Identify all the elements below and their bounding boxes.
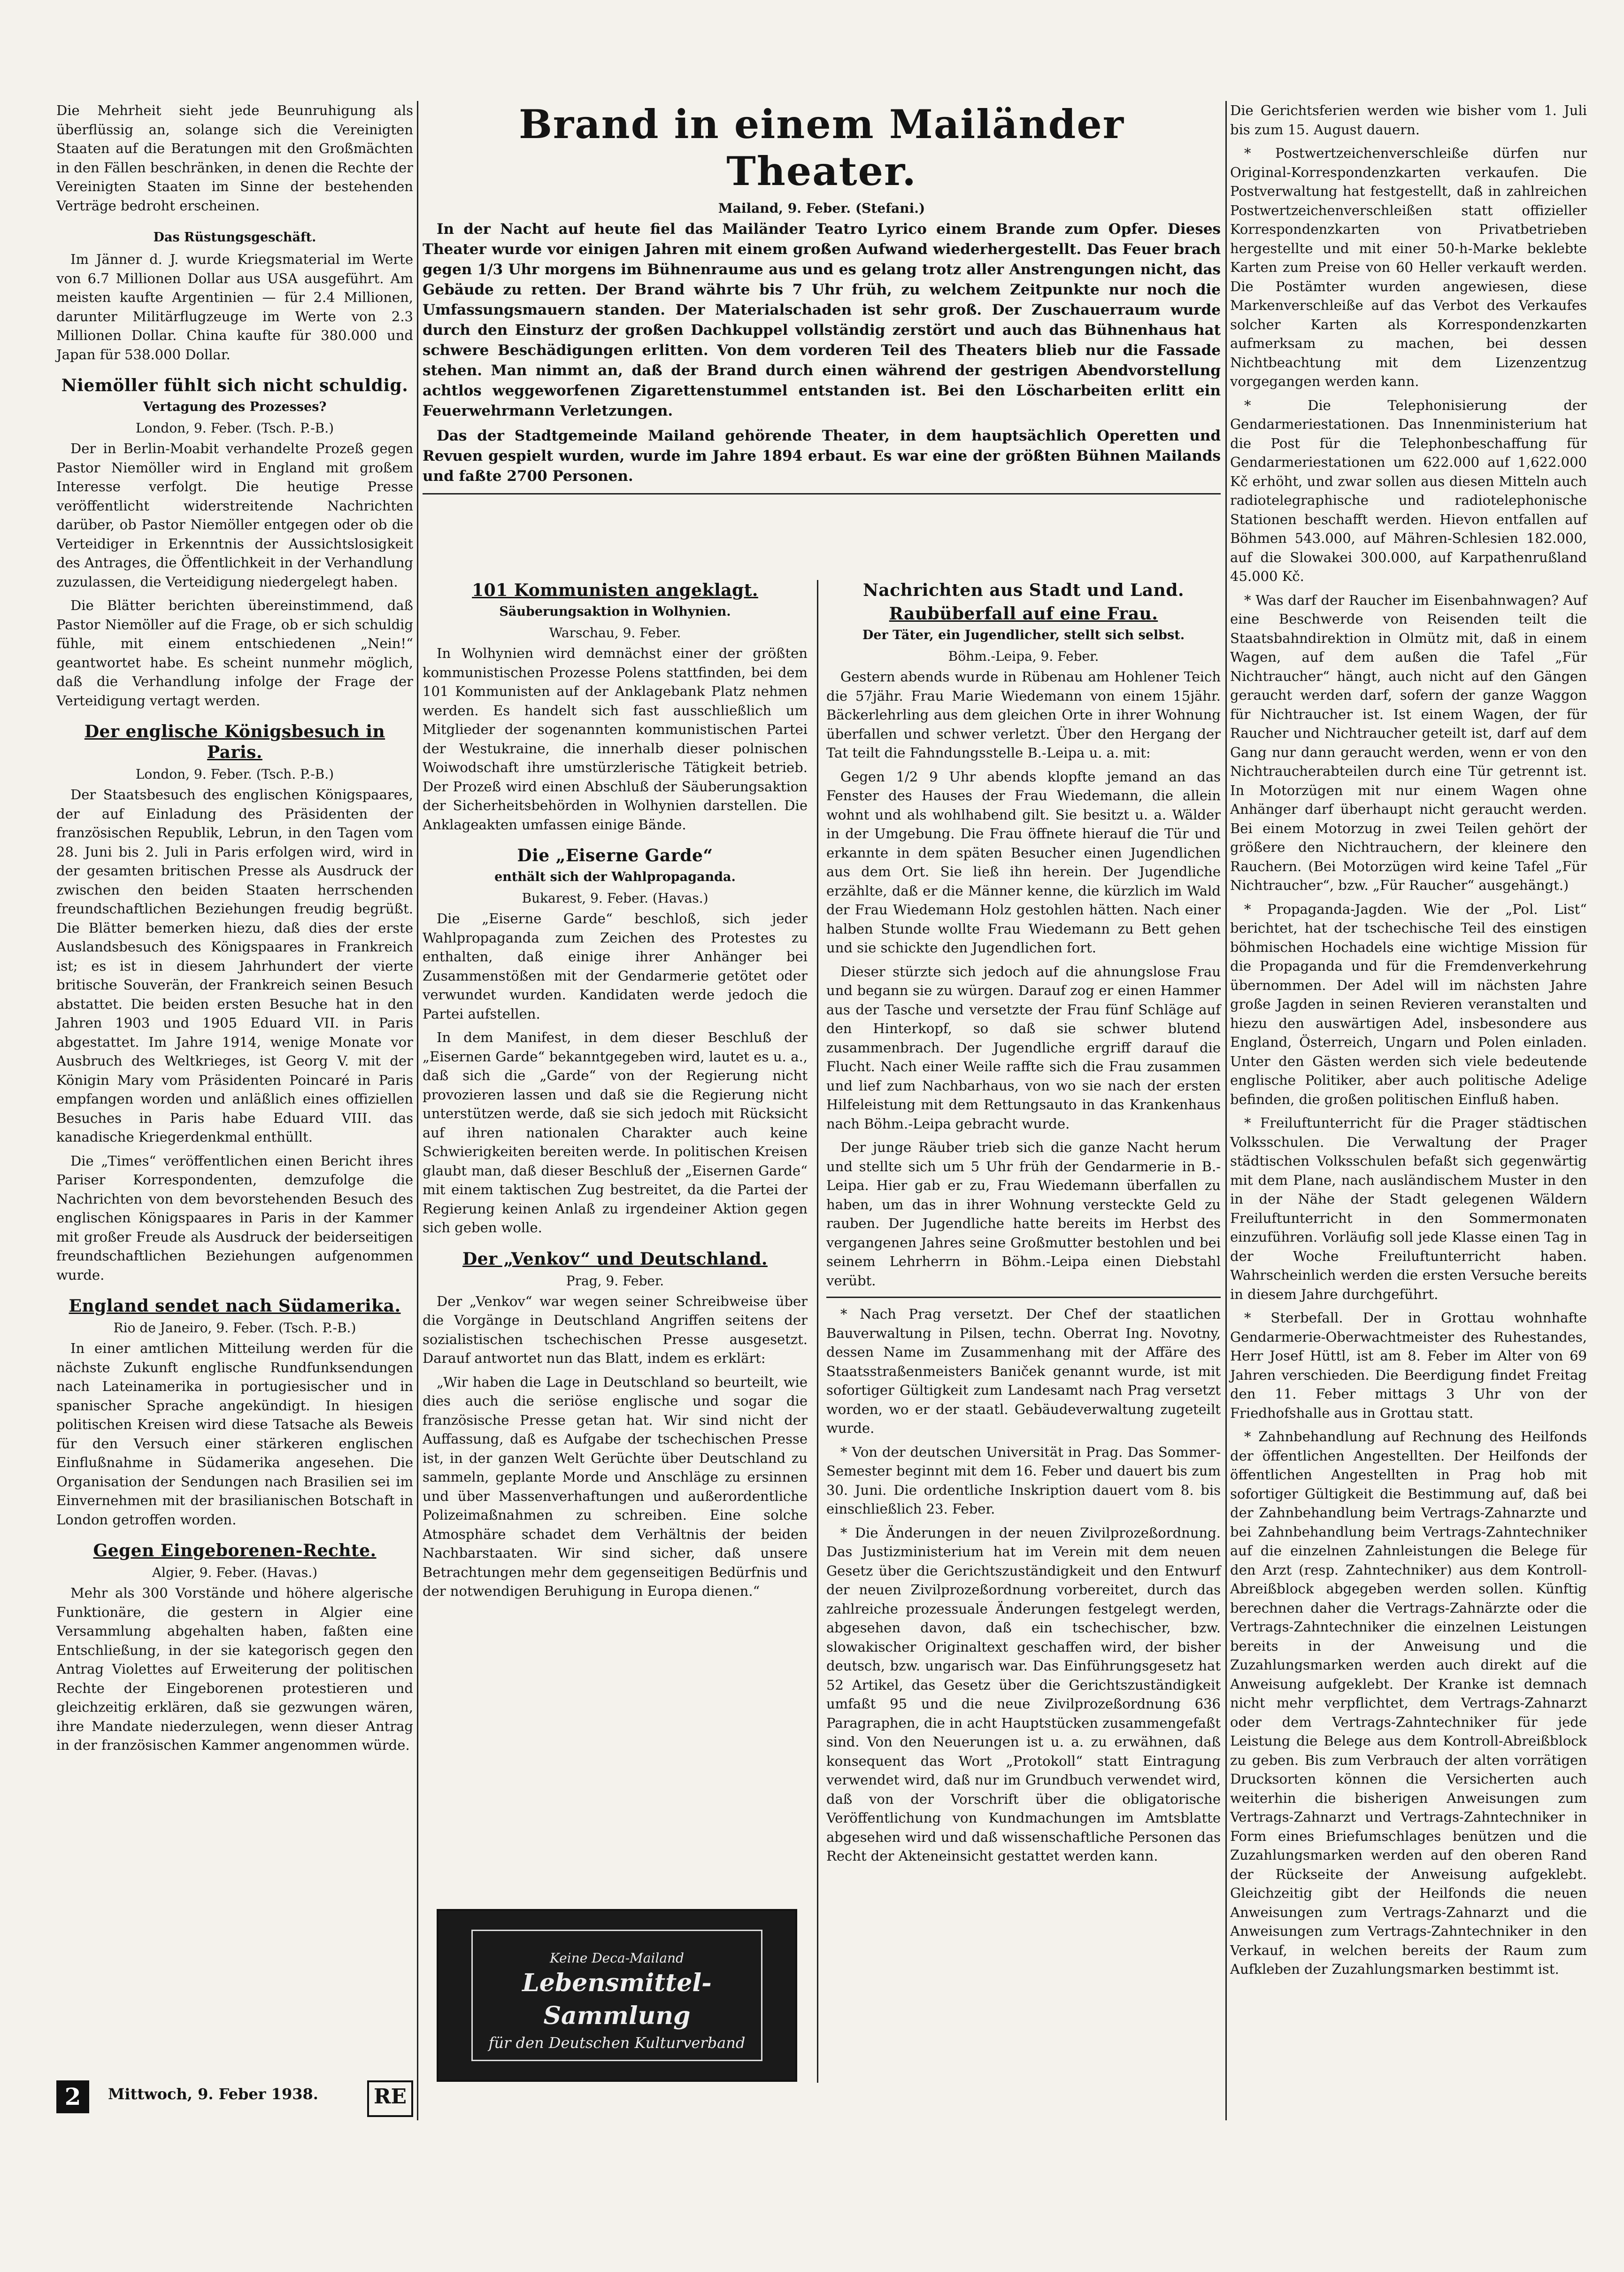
- subcolumn-divider: [817, 580, 818, 2083]
- article-text: Die „Times“ veröffentlichen einen Bericht ihres Pariser Korrespondenten, demzufolge die Nachrichten von dem bevorstehenden Besuch des englischen Königspaares in Paris in der Kammer mit großer Freude als Ausdruck der beiderseitigen freundschaftlichen Beziehungen aufgenommen wurde.: [56, 1152, 413, 1283]
- article-subheading: enthält sich der Wahlpropaganda.: [494, 870, 736, 884]
- article-heading: Raubüberfall auf eine Frau.: [889, 604, 1158, 624]
- column-divider: [1225, 101, 1227, 2120]
- column-center: [423, 101, 1221, 2052]
- article-text: Der junge Räuber trieb sich die ganze Nacht herum und stellte sich um 5 Uhr früh der Gendarmerie in B.-Leipa. Hier gab er zu, Frau Wiedemann überfallen zu haben, um das in ihrer Wohnung versteckte Geld zu rauben. Der Jugendliche hatte bereits im Herbst des vergangenen Jahres seine Großmutter bestohlen und bei seinem Lehrherrn in Böhm.-Leipa einen Diebstahl verübt.: [826, 1139, 1221, 1289]
- article-text: Im Jänner d. J. wurde Kriegsmaterial im Werte von 6.7 Millionen Dollar aus USA ausgeführt. Am meisten kaufte Argentinien — für 2.4 Millionen, darunter Militärflugzeuge im Werte von 2.3 Millionen Dollar. China kaufte für 380.000 und Japan für 538.000 Dollar.: [56, 251, 413, 363]
- dateline: Böhm.-Leipa, 9. Feber.: [948, 649, 1099, 664]
- dateline: Rio de Janeiro, 9. Feber. (Tsch. P.-B.): [113, 1320, 356, 1336]
- article-text: Die Blätter berichten übereinstimmend, daß Pastor Niemöller auf die Frage, ob er sich schuldig fühle, mit einem entschiedenen „Nein!“ geantwortet habe. Es scheint nunmehr möglich, daß die Verhandlung infolge der Frage der Verteidigung vertagt werden.: [56, 597, 413, 709]
- article-heading: England sendet nach Südamerika.: [69, 1296, 401, 1316]
- dateline: Bukarest, 9. Feber. (Havas.): [522, 890, 708, 906]
- article-text: In der Nacht auf heute fiel das Mailänder Teatro Lyrico einem Brande zum Opfer. Dieses Theater wurde vor einigen Jahren mit einem großen Aufwand wiederhergestellt. Das Feuer brach gegen 1/3 Uhr morgens im Bühnenraume aus und es gelang trotz aller Anstrengungen nicht, das Gebäude zu retten. Der Brand währte bis 7 Uhr früh, zu welchem Zeitpunkte nur noch die Umfassungsmauern standen. Der Materialschaden ist sehr groß. Der Zuschauerraum wurde durch den Einsturz der großen Dachkuppel vollständig zerstört und auch das Bühnenhaus hat schwere Beschädigungen erlitten. Von dem vorderen Teil des Theaters blieb nur die Fassade stehen. Man nimmt an, daß der Brand durch einen während der gestrigen Abendvorstellung achtlos weggeworfenen Zigarettenstummel entstanden ist. Bei den Löscharbeiten erlitt ein Feuerwehrmann Verletzungen.: [423, 221, 1221, 419]
- article-heading: Gegen Eingeborenen-Rechte.: [93, 1541, 377, 1561]
- dateline: Mailand, 9. Feber. (Stefani.): [718, 201, 925, 216]
- section-heading: Nachrichten aus Stadt und Land.: [863, 580, 1184, 600]
- column-divider: [417, 101, 418, 2120]
- main-headline: Brand in einem Mailänder Theater.: [518, 101, 1125, 194]
- dateline: Algier, 9. Feber. (Havas.): [152, 1565, 318, 1580]
- page-footer: [56, 2080, 413, 2118]
- article-heading: Der „Venkov“ und Deutschland.: [462, 1249, 768, 1269]
- issue-date: Mittwoch, 9. Feber 1938.: [108, 2085, 318, 2103]
- article-heading: Der englische Königsbesuch in Paris.: [84, 722, 385, 762]
- news-item: * Die Telephonisierung der Gendarmeriestationen. Das Innenministerium hat die Post für die Telephonbeschaffung für Gendarmeriestationen um 622.000 auf 1,622.000 Kč erhöht, und zwar sollen aus diesen Mitteln auch radiotelegraphische und radiotelephonische Stationen beschafft werden. Hievon entfallen auf Böhmen 543.000, auf Mähren-Schlesien 182.000, auf die Slowakei 300.000, auf Karpathenrußland 45.000 Kč.: [1230, 397, 1587, 584]
- article-text: Der in Berlin-Moabit verhandelte Prozeß gegen Pastor Niemöller wird in England mit großem Interesse verfolgt. Die heutige Presse veröffentlicht widerstreitende Nachrichten darüber, ob Pastor Niemöller entgegen oder ob die Verteidiger in Erkenntnis der Aussichtslosigkeit des Antrages, die Öffentlichkeit in der Verhandlung zuzulassen, die Verteidigung niedergelegt haben.: [56, 440, 413, 590]
- article-text: Der „Venkov“ war wegen seiner Schreibweise über die Vorgänge in Deutschland Angriffen seitens der sozialistischen tschechischen Presse ausgesetzt. Darauf antwortet nun das Blatt, indem es erklärt:: [423, 1293, 808, 1366]
- ad-line: Keine Deca-Mailand: [550, 1950, 684, 1966]
- news-item: * Propaganda-Jagden. Wie der „Pol. List“ berichtet, hat der tschechische Teil des einstigen böhmischen Hochadels eine wichtige Mission für die Propaganda und für die Fremdenverkehrung übernommen. Der Adel will im nächsten Jahre große Jagden in seinen Revieren veranstalten und hiezu den auswärtigen Adel, insbesondere aus England, Österreich, Ungarn und Polen einladen. Unter den Gästen werden sich viele bedeutende englische Politiker, aber auch politische Adelige befinden, die großen politischen Einfluß haben.: [1230, 901, 1587, 1107]
- article-text: Der Staatsbesuch des englischen Königspaares, der auf Einladung des Präsidenten der französischen Republik, Lebrun, in den Tagen vom 28. Juni bis 2. Juli in Paris erfolgen wird, wird in der gesamten britischen Presse als Ausdruck der zwischen den beiden Staaten herrschenden freundschaftlichen Beziehungen freudig begrüßt. Die Blätter bemerken hiezu, daß dies der erste Auslandsbesuch des Königspaares in Frankreich ist; es ist in diesem Jahrhundert der vierte britische Souverän, der Frankreich seinen Besuch abstattet. Die beiden ersten Besuche hat in den Jahren 1903 und 1905 Eduard VII. in Paris abgestattet. Im Jahre 1914, wenige Monate vor Ausbruch des Weltkrieges, ist Georg V. mit der Königin Mary vom Präsidenten Poincaré in Paris empfangen worden und anläßlich eines offiziellen Besuches in Paris habe Eduard VIII. das kanadische Kriegerdenkmal enthüllt.: [56, 787, 413, 1145]
- newspaper-logo: RE: [367, 2080, 413, 2117]
- page-number: 2: [56, 2080, 89, 2113]
- article-text: Mehr als 300 Vorstände und höhere algerische Funktionäre, die gestern in Algier eine Versammlung abgehalten haben, faßten eine Entschließung, in der sie kategorisch gegen den Antrag Violettes auf Erweiterung der politischen Rechte der Eingeborenen protestieren und gleichzeitig erklären, daß sie gezwungen wären, ihre Mandate niederzulegen, wenn dieser Antrag in der französischen Kammer angenommen würde.: [56, 1585, 413, 1753]
- dateline: Prag, 9. Feber.: [566, 1273, 664, 1289]
- article-subheading: Vertagung des Prozesses?: [143, 400, 327, 414]
- dateline: London, 9. Feber. (Tsch. P.-B.): [135, 766, 334, 782]
- news-item: * Sterbefall. Der in Grottau wohnhafte Gendarmerie-Oberwachtmeister des Ruhestandes, Herr Josef Hüttl, ist am 8. Feber im Alter von 69 Jahren verschieden. Die Beerdigung findet Freitag den 11. Feber mittags 3 Uhr von der Friedhofshalle aus in Grottau statt.: [1230, 1310, 1587, 1421]
- column-right: [1230, 101, 1587, 1984]
- article-text: In einer amtlichen Mitteilung werden für die nächste Zukunft englische Rundfunksendungen nach Lateinamerika in portugiesischer und in spanischer Sprache angekündigt. In hiesigen politischen Kreisen wird diese Tatsache als Beweis für den Versuch einer stärkeren englischen Einflußnahme in Südamerika angesehen. Die Organisation der Sendungen nach Brasilien sei im Einvernehmen mit der brasilianischen Botschaft in London getroffen worden.: [56, 1340, 413, 1528]
- article-heading: 101 Kommunisten angeklagt.: [472, 580, 758, 600]
- article-text: „Wir haben die Lage in Deutschland so beurteilt, wie dies auch die seriöse englische und sogar die französische Presse getan hat. Wir sind nicht der Auffassung, daß es Aufgabe der tschechischen Presse ist, in der ganzen Welt Gerüchte über Deutschland zu sammeln, geplante Morde und Anschläge zu ersinnen und über Massenverhaftungen und außerordentliche Polizeimaßnahmen zu schreiben. Eine solche Atmosphäre schadet dem Verhältnis der beiden Nachbarstaaten. Wir sind sicher, daß unsere Betrachtungen mehr dem gegenseitigen Bedürfnis und der notwendigen Beruhigung in Europa dienen.“: [423, 1374, 808, 1599]
- article-text: Gegen 1/2 9 Uhr abends klopfte jemand an das Fenster des Hauses der Frau Wiedemann, die allein wohnt und als wohlhabend gilt. Sie besitzt u. a. Wälder in der Umgebung. Die Frau öffnete hierauf die Tür und erkannte in dem späten Besucher einen Jugendlichen aus dem Ort. Sie ließ ihn herein. Der Jugendliche erzählte, daß er die Männer kenne, die kürzlich im Wald der Frau Wiedemann Holz gestohlen hätten. Nach einer halben Stunde wollte Frau Wiedemann zu Bett gehen und sie schickte den Jugendlichen fort.: [826, 768, 1221, 956]
- article-text: Dieser stürzte sich jedoch auf die ahnungslose Frau und begann sie zu würgen. Darauf zog er einen Hammer aus der Tasche und versetzte der Frau fünf Schläge auf den Hinterkopf, so daß sie schwer blutend zusammenbrach. Der Jugendliche ergriff darauf die Flucht. Nach einer Weile raffte sich die Frau zusammen und lief zum Nachbarhaus, von wo sie nach der ersten Hilfeleistung mit dem Rettungsauto in das Krankenhaus nach Böhm.-Leipa gebracht wurde.: [826, 963, 1221, 1132]
- article-text: Das der Stadtgemeinde Mailand gehörende Theater, in dem hauptsächlich Operetten und Revuen gespielt wurden, wurde im Jahre 1894 erbaut. Es war eine der größten Bühnen Mailands und faßte 2700 Personen.: [423, 427, 1221, 485]
- news-item: * Was darf der Raucher im Eisenbahnwagen? Auf eine Beschwerde von Reisenden teilt die Staatsbahndirektion in Olmütz mit, daß in einem Wagen, auf dem außen die Tafel „Für Nichtraucher“ hängt, auch nicht auf den Gängen geraucht werden darf, sofern der ganze Waggon für Nichtraucher ist. Ist einem Wagen, der für Raucher und Nichtraucher geteilt ist, darf auf dem Gang nur dann geraucht werden, wenn er von den Nichtraucherabteilen durch eine Tür getrennt ist. In Motorzügen mit nur einem Wagen ohne Anhänger darf überhaupt nicht geraucht werden. Bei einem Motorzug in zwei Teilen gehört der größere den Nichtrauchern, der kleinere den Rauchern. (Bei Motorzügen wird keine Tafel „Für Nichtraucher“, bzw. „Für Raucher“ ausgehängt.): [1230, 592, 1587, 893]
- divider: [826, 1297, 1221, 1298]
- intro-paragraph: Die Mehrheit sieht jede Beunruhigung als überflüssig an, solange sich die Vereinigten Staaten auf die Beratungen mit den Großmächten in den Fällen beschränken, in denen die Rechte der Vereinigten Staaten im Sinne der bestehenden Verträge bedroht erscheinen.: [56, 102, 413, 214]
- dateline: Warschau, 9. Feber.: [549, 625, 681, 641]
- ad-line: Lebensmittel-Sammlung: [522, 1969, 712, 2030]
- article-text: Die „Eiserne Garde“ beschloß, sich jeder Wahlpropaganda zum Zeichen des Protestes zu enthalten, daß einige ihrer Anhänger bei Zusammenstößen mit der Gendarmerie getötet oder verwundet wurden. Kandidaten werde jedoch die Partei aufstellen.: [423, 911, 808, 1022]
- news-item: * Nach Prag versetzt. Der Chef der staatlichen Bauverwaltung in Pilsen, techn. Oberrat Ing. Novotny, dessen Name im Zusammenhang mit der Affäre des Staatsstraßenmeisters Baniček genannt wurde, ist mit sofortiger Gültigkeit zum Landesamt nach Prag versetzt worden, wo er der staatl. Gebäudeverwaltung zugeteilt wurde.: [826, 1306, 1221, 1436]
- article-text: In dem Manifest, in dem dieser Beschluß der „Eisernen Garde“ bekanntgegeben wird, lautet es u. a., daß sich die „Garde“ von der Regierung nicht provozieren lassen und daß sie die Regierung nicht unterstützen werde, daß sie sich jedoch mit Rücksicht auf ihren nationalen Charakter auch keine Schwierigkeiten bereiten werde. In politischen Kreisen glaubt man, daß dieser Beschluß der „Eisernen Garde“ mit einem taktischen Zug bestreitet, da die Partei der Regierung keinen Anlaß zu irgendeiner Aktion gegen sich geben wolle.: [423, 1029, 808, 1236]
- advertisement: [437, 1909, 797, 2082]
- advertisement-text: [471, 1930, 762, 2061]
- news-item: * Zahnbehandlung auf Rechnung des Heilfonds der öffentlichen Angestellten. Der Heilfonds der öffentlichen Angestellten in Prag hob mit sofortiger Gültigkeit die Bestimmung auf, daß bei der Zahnbehandlung beim Vertrags-Zahnarzte und bei Zahnbehandlung beim Vertrags-Zahntechniker auf die einzelnen Zahnleistungen die Belege für den Arzt (resp. Zahntechniker) aus dem Kontroll-Abreißblock abgegeben werden sollen. Künftig berechnen daher die Vertrags-Zahnärzte oder die Vertrags-Zahntechniker die einzelnen Leistungen bereits in der Anweisung und die Zuzahlungsmarken werden auch direkt auf die Anweisung aufgeklebt. Der Kranke ist demnach nicht mehr verpflichtet, dem Vertrags-Zahnarzt oder dem Vertrags-Zahntechniker für jede Leistung die Belege aus dem Kontroll-Abreißblock zu geben. Bis zum Verbrauch der alten vorrätigen Drucksorten können die Versicherten auch weiterhin die bisherigen Anweisungen zum Vertrags-Zahnarzt und Vertrags-Zahntechniker in Form eines Briefumschlages benützen und die Zuzahlungsmarken werden auf den oberen Rand der Rückseite der Anweisung aufgeklebt. Gleichzeitig gibt der Heilfonds die neuen Anweisungen zum Vertrags-Zahnarzt und die Anweisungen zum Vertrags-Zahntechniker in den Verkauf, in welchen bereits der Raum zum Aufkleben der Zuzahlungsmarken bestimmt ist.: [1230, 1429, 1587, 1977]
- news-item: * Die Änderungen in der neuen Zivilprozeßordnung. Das Justizministerium hat im Verein mit dem neuen Gesetz über die Gerichtszuständigkeit und den Entwurf der neuen Zivilprozeßordnung vorbereitet, durch das zahlreiche prozessuale Änderungen festgelegt werden, abgesehen davon, daß ein tschechischer, bzw. slowakischer Originaltext geschaffen wird, der bisher deutsch, bzw. ungarisch war. Das Einführungsgesetz hat 52 Artikel, das Gesetz über die Gerichtszuständigkeit umfaßt 95 und die neue Zivilprozeßordnung 636 Paragraphen, die in acht Hauptstücken zusammengefaßt sind. Von den Neuerungen ist u. a. zu erwähnen, daß konsequent das Wort „Protokoll“ statt Eintragung verwendet wird, daß nur im Grundbuch verwendet wird, daß von der Vorschrift über die obligatorische Veröffentlichung von Kundmachungen im Amtsblatte abgesehen wird und daß wissenschaftliche Personen das Recht der Akteneinsicht gestattet werden kann.: [826, 1524, 1221, 1864]
- article-heading: Niemöller fühlt sich nicht schuldig.: [61, 376, 408, 395]
- article-heading: Die „Eiserne Garde“: [517, 846, 713, 866]
- article-heading: Das Rüstungsgeschäft.: [153, 230, 316, 245]
- news-item: * Von der deutschen Universität in Prag. Das Sommer-Semester beginnt mit dem 16. Feber und dauert bis zum 30. Juni. Die ordentliche Inskription dauert vom 8. bis einschließlich 23. Feber.: [826, 1444, 1221, 1517]
- article-text: In Wolhynien wird demnächst einer der größten kommunistischen Prozesse Polens stattfinden, bei dem 101 Kommunisten auf der Anklagebank Platz nehmen werden. Es handelt sich fast ausschließlich um Mitglieder der sogenannten kommunistischen Partei der Westukraine, die innerhalb dieser polnischen Woiwodschaft ihre umstürzlerische Tätigkeit betrieb. Der Prozeß wird einen Abschluß der Säuberungsaktion der Sicherheitsbehörden in Wolhynien darstellen. Die Anklageakten umfassen einige Bände.: [423, 645, 808, 833]
- news-item: * Postwertzeichenverschleiße dürfen nur Original-Korrespondenzkarten verkaufen. Die Postverwaltung hat festgestellt, daß in zahlreichen Postwertzeichenverschleißen statt offizieller Korrespondenzkarten von Privatbetrieben hergestellte und mit einer 50-h-Marke beklebte Karten zum Preise von 60 Heller verkauft werden. Die Postämter wurden angewiesen, diese Markenverschleiße auf das Verbot des Verkaufes solcher Karten als Korrespondenzkarten aufmerksam zu machen, bei dessen Nichtbeachtung mit dem Lizenzentzug vorgegangen werden kann.: [1230, 145, 1587, 389]
- divider: [423, 493, 1221, 495]
- subcolumn-left: [423, 580, 808, 1606]
- article-subheading: Säuberungsaktion in Wolhynien.: [499, 604, 731, 619]
- article-subheading: Der Täter, ein Jugendlicher, stellt sich selbst.: [862, 628, 1185, 642]
- newspaper-page: [56, 101, 1587, 2191]
- news-item: * Freiluftunterricht für die Prager städtischen Volksschulen. Die Verwaltung der Prager städtischen Volksschulen befaßt sich gegenwärtig mit dem Plane, nach ausländischem Muster in den in der Nähe der Stadt gelegenen Wäldern Freiluftunterricht in den Sommermonaten einzuführen. Vorläufig soll jede Klasse einen Tag in der Woche Freiluftunterricht haben. Wahrscheinlich werden die ersten Versuche bereits in diesem Jahre durchgeführt.: [1230, 1115, 1587, 1302]
- ad-line: für den Deutschen Kulturverband: [488, 2034, 746, 2052]
- subcolumn-right: [826, 580, 1221, 1870]
- dateline: London, 9. Feber. (Tsch. P.-B.): [135, 420, 334, 436]
- article-text: Gestern abends wurde in Rübenau am Hohlener Teich die 57jähr. Frau Marie Wiedemann von einem 15jähr. Bäckerlehrling aus dem gleichen Orte in ihrer Wohnung überfallen und schwer verletzt. Über den Hergang der Tat teilt die Fahndungsstelle B.-Leipa u. a. mit:: [826, 669, 1221, 761]
- news-item: Die Gerichtsferien werden wie bisher vom 1. Juli bis zum 15. August dauern.: [1230, 102, 1587, 138]
- column-left: [56, 101, 413, 1760]
